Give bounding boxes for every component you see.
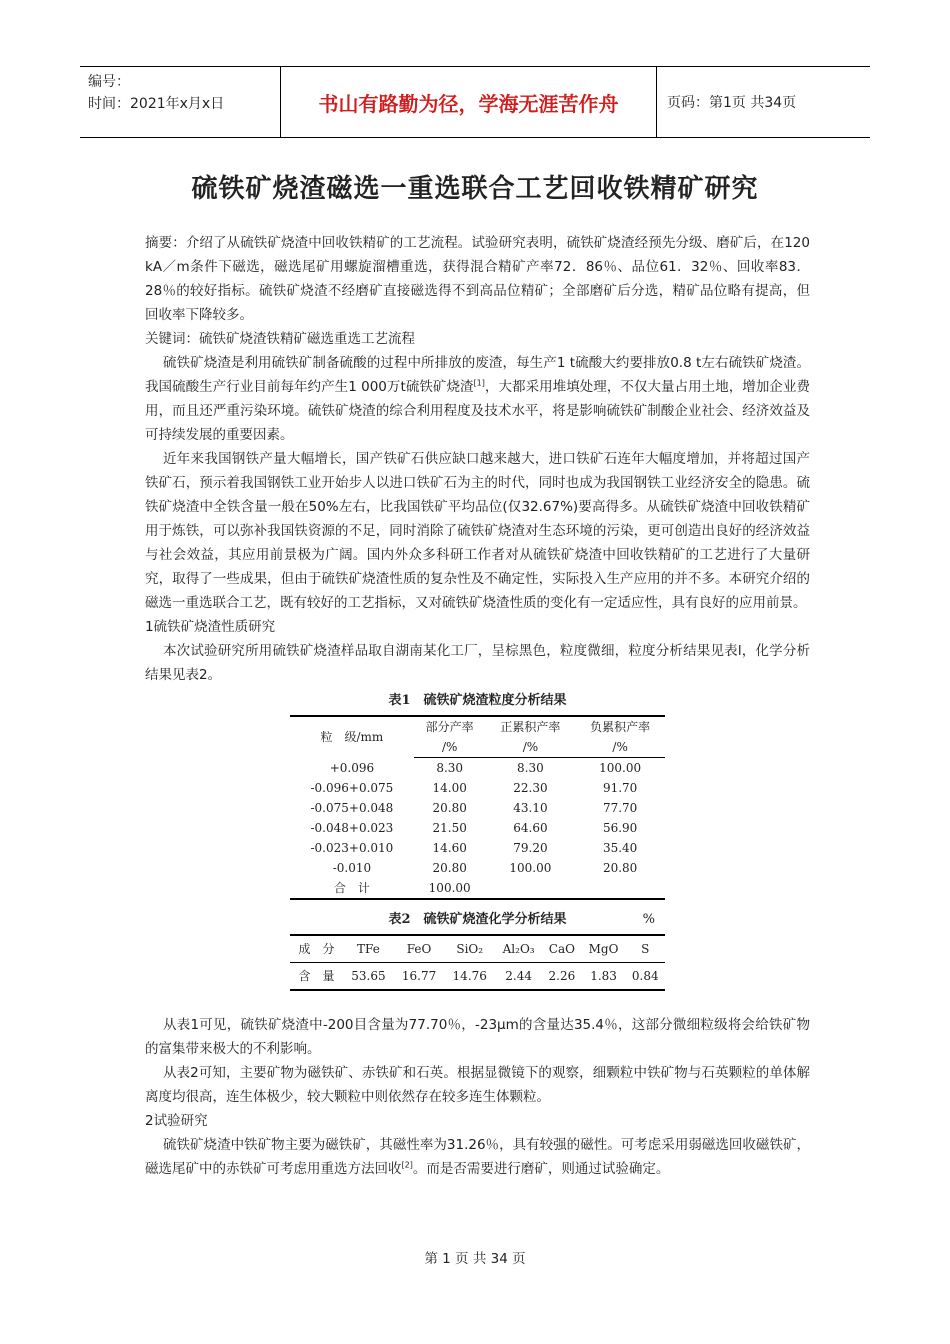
- header-motto: 书山有路勤为径，学海无涯苦作舟: [280, 67, 657, 137]
- table-cell: 91.70: [602, 781, 638, 795]
- page-footer: 第 1 页 共 34 页: [424, 1251, 526, 1267]
- time-label: 时间：2021年x月x日: [88, 96, 225, 112]
- col-header-part: 部分产率: [414, 716, 486, 737]
- table-cell: 8.30: [436, 761, 464, 775]
- table-2-caption-row: [290, 908, 665, 932]
- table-cell: 21.50: [432, 821, 467, 835]
- table-2-caption: 表2 硫铁矿烧渣化学分析结果: [388, 912, 567, 927]
- col-unit: /%: [575, 737, 665, 758]
- table-row: [290, 818, 665, 838]
- table-header-cell: S: [626, 935, 665, 963]
- table-cell: 8.30: [517, 761, 544, 775]
- table-cell: 100.00: [414, 878, 486, 899]
- table-cell: -0.023+0.010: [310, 841, 394, 855]
- table-cell: [486, 878, 576, 899]
- document-body: [145, 231, 810, 1181]
- table-1: [290, 689, 665, 900]
- header-page-info: 页码：第1页 共34页: [667, 95, 797, 111]
- paragraph-4: 从表1可见，硫铁矿烧渣中-200目含量为77.70％，-23μm的含量达35.4％，这部分微细粒级将会给铁矿物的富集带来极大的不利影响。: [145, 1017, 810, 1057]
- section-heading-1: 1硫铁矿烧渣性质研究: [145, 619, 276, 635]
- table-cell: 2.44: [495, 963, 542, 991]
- table-row: [290, 758, 665, 779]
- table-cell: 35.40: [602, 841, 638, 855]
- table-cell: 20.80: [432, 861, 467, 875]
- paragraph-3: 本次试验研究所用硫铁矿烧渣样品取自湖南某化工厂，呈棕黑色，粒度微细，粒度分析结果见表l，化学分析结果见表2。: [145, 643, 810, 683]
- paragraph-6: 硫铁矿烧渣中铁矿物主要为磁铁矿，其磁性率为31.26％，具有较强的磁性。可考虑采用弱磁选回收磁铁矿，磁选尾矿中的赤铁矿可考虑用重选方法回收[2]。而是否需要进行磨矿，则通过试验确定。: [145, 1137, 810, 1177]
- table-1-grid: [290, 715, 665, 900]
- table-row: [290, 838, 665, 858]
- header-meta: [80, 67, 280, 137]
- col-header-pos: 正累积产率: [486, 716, 576, 737]
- table-cell: 43.10: [513, 801, 548, 815]
- col-unit: /%: [486, 737, 576, 758]
- table-cell: 合 计: [290, 878, 414, 899]
- table-row: [290, 878, 665, 899]
- table-cell: 14.00: [432, 781, 467, 795]
- document-header: [80, 66, 870, 138]
- col-header-size: 粒 级/mm: [290, 716, 414, 758]
- table-header-cell: Al₂O₃: [495, 935, 542, 963]
- paragraph-1: 硫铁矿烧渣是利用硫铁矿制备硫酸的过程中所排放的废渣，每生产1 t硫酸大约要排放0.8 t左右硫铁矿烧渣。我国硫酸生产行业目前每年约产生1 000万t硫铁矿烧渣[1]，大都采用堆填处理，不仅大量占用土地，增加企业费用，而且还严重污染环境。硫铁矿烧渣的综合利用程度及技术水平，将是影响硫铁矿制酸企业社会、经济效益及可持续发展的重要因素。: [145, 355, 810, 443]
- table-header-cell: SiO₂: [444, 935, 495, 963]
- table-1-caption: 表1 硫铁矿烧渣粒度分析结果: [388, 693, 567, 708]
- table-header-cell: CaO: [542, 935, 581, 963]
- table-cell: 100.00: [599, 761, 642, 775]
- table-cell: -0.075+0.048: [310, 801, 394, 815]
- paragraph-2: 近年来我国钢铁产量大幅增长，国产铁矿石供应缺口越来越大，进口铁矿石连年大幅度增加，并将超过国产铁矿石，预示着我国钢铁工业开始步人以进口铁矿石为主的时代，同时也成为我国钢铁工业经济安全的隐患。硫铁矿烧渣中全铁含量一般在50%左右，比我国铁矿平均品位(仅32.67%)要高得多。从硫铁矿烧渣中回收铁精矿用于炼铁，可以弥补我国铁资源的不足，同时消除了硫铁矿烧渣对生态环境的污染，更可创造出良好的经济效益与社会效益，其应用前景极为广阔。国内外众多科研工作者对从硫铁矿烧渣中回收铁精矿的工艺进行了大量研究，取得了一些成果，但由于硫铁矿烧渣性质的复杂性及不确定性，实际投入生产应用的并不多。本研究介绍的磁选一重选联合工艺，既有较好的工艺指标，又对硫铁矿烧渣性质的变化有一定适应性，具有良好的应用前景。: [145, 451, 810, 611]
- citation-2: [2]: [401, 1160, 413, 1170]
- table-2-unit: %: [642, 912, 655, 927]
- table-cell: 64.60: [513, 821, 548, 835]
- table-cell: 77.70: [602, 801, 638, 815]
- table-cell: 100.00: [509, 861, 552, 875]
- table-cell: -0.048+0.023: [310, 821, 394, 835]
- table-2: [290, 908, 665, 991]
- table-cell: 20.80: [432, 801, 467, 815]
- code-label: 编号：: [88, 74, 130, 90]
- table-cell: 0.84: [626, 963, 665, 991]
- table-cell: 79.20: [513, 841, 548, 855]
- table-cell: 14.76: [444, 963, 495, 991]
- table-header-cell: 成 分: [290, 935, 343, 963]
- table-header-cell: TFe: [343, 935, 394, 963]
- section-heading-2: 2试验研究: [145, 1113, 208, 1129]
- table-header-cell: MgO: [582, 935, 626, 963]
- col-header-neg: 负累积产率: [575, 716, 665, 737]
- table-2-grid: [290, 934, 665, 991]
- table-row: [290, 798, 665, 818]
- col-unit: /%: [414, 737, 486, 758]
- keywords: 关键词：硫铁矿烧渣铁精矿磁选重选工艺流程: [145, 331, 415, 347]
- table-row: [290, 778, 665, 798]
- table-cell: 20.80: [602, 861, 638, 875]
- table-row: [290, 858, 665, 878]
- citation-1: [1]: [473, 378, 485, 388]
- table-cell: 2.26: [542, 963, 581, 991]
- table-cell: 22.30: [513, 781, 548, 795]
- table-cell: -0.096+0.075: [310, 781, 394, 795]
- table-cell: 53.65: [343, 963, 394, 991]
- table-cell: -0.010: [332, 861, 372, 875]
- table-cell: 56.90: [602, 821, 638, 835]
- abstract: 摘要：介绍了从硫铁矿烧渣中回收铁精矿的工艺流程。试验研究表明，硫铁矿烧渣经预先分级、磨矿后，在120 kA／m条件下磁选，磁选尾矿用螺旋溜槽重选，获得混合精矿产率72．86％、品位61．32％、回收率83．28％的较好指标。硫铁矿烧渣不经磨矿直接磁选得不到高品位精矿；全部磨矿后分选，精矿品位略有提高，但回收率下降较多。: [145, 235, 810, 323]
- table-cell: +0.096: [329, 760, 375, 775]
- table-header-cell: FeO: [394, 935, 445, 963]
- document-title: 硫铁矿烧渣磁选一重选联合工艺回收铁精矿研究: [191, 174, 759, 204]
- table-cell: 14.60: [432, 841, 467, 855]
- table-cell: 1.83: [582, 963, 626, 991]
- table-cell: 含 量: [290, 963, 343, 991]
- table-cell: 16.77: [394, 963, 445, 991]
- table-cell: [575, 878, 665, 899]
- paragraph-5: 从表2可知，主要矿物为磁铁矿、赤铁矿和石英。根据显微镜下的观察，细颗粒中铁矿物与石英颗粒的单体解离度均很高，连生体极少，较大颗粒中则依然存在较多连生体颗粒。: [145, 1065, 810, 1105]
